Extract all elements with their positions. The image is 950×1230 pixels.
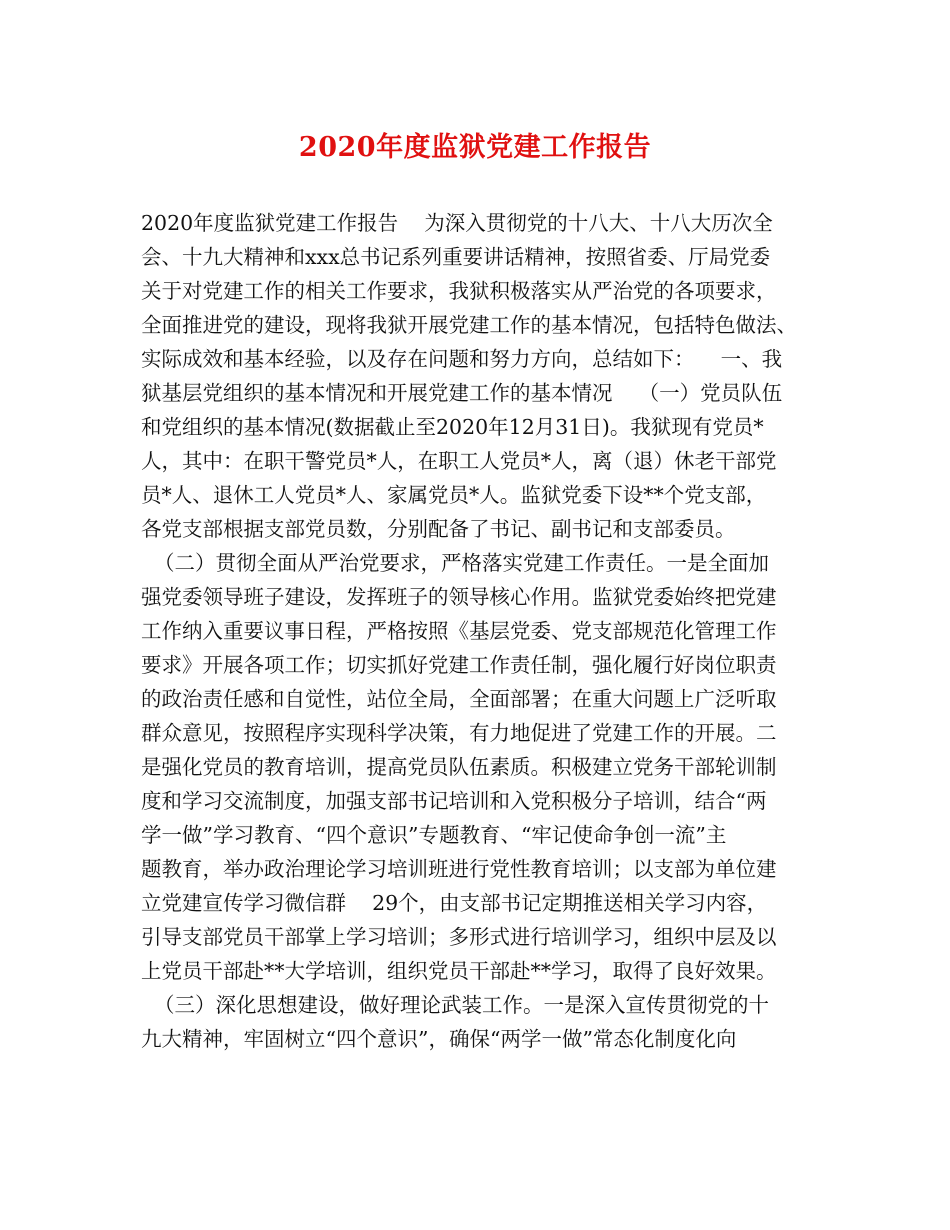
body-line-11: （二）贯彻全面从严治党要求，严格落实党建工作责任。一是全面加 (141, 551, 770, 575)
body-line-16: 群众意见，按照程序实现科学决策，有力地促进了党建工作的开展。二 (141, 721, 777, 745)
body-line-5: 实际成效和基本经验，以及存在问题和努力方向，总结如下： 一、我 (141, 347, 783, 371)
body-line-6: 狱基层党组织的基本情况和开展党建工作的基本情况 （一）党员队伍 (141, 381, 783, 405)
body-line-7: 和党组织的基本情况(数据截止至2020年12月31日)。我狱现有党员* (141, 415, 764, 439)
body-line-14: 要求》开展各项工作；切实抓好党建工作责任制，强化履行好岗位职责 (141, 653, 777, 677)
body-line-1: 2020年度监狱党建工作报告 为深入贯彻党的十八大、十八大历次全 (141, 211, 773, 235)
body-line-13: 工作纳入重要议事日程，严格按照《基层党委、党支部规范化管理工作 (141, 619, 777, 643)
body-line-2: 会、十九大精神和xxx总书记系列重要讲话精神，按照省委、厅局党委 (141, 245, 771, 269)
body-line-25: 九大精神，牢固树立“四个意识”，确保“两学一做”常态化制度化向 (141, 1027, 737, 1051)
body-line-15: 的政治责任感和自觉性，站位全局，全面部署；在重大问题上广泛听取 (141, 687, 777, 711)
body-line-19: 学一做”学习教育、“四个意识”专题教育、“牢记使命争创一流”主 (141, 823, 727, 847)
body-line-21: 立党建宣传学习微信群 29个，由支部书记定期推送相关学习内容， (141, 891, 768, 915)
body-line-4: 全面推进党的建设，现将我狱开展党建工作的基本情况，包括特色做法、 (141, 313, 797, 337)
body-line-23: 上党员干部赴**大学培训，组织党员干部赴**学习，取得了良好效果。 (141, 959, 777, 983)
body-line-18: 度和学习交流制度，加强支部书记培训和入党积极分子培训，结合“两 (141, 789, 767, 813)
body-line-24: （三）深化思想建设，做好理论武装工作。一是深入宣传贯彻党的十 (141, 993, 770, 1017)
body-line-20: 题教育，举办政治理论学习培训班进行党性教育培训；以支部为单位建 (141, 857, 777, 881)
body-line-22: 引导支部党员干部掌上学习培训；多形式进行培训学习，组织中层及以 (141, 925, 777, 949)
body-line-8: 人，其中：在职干警党员*人，在职工人党员*人，离（退）休老干部党 (141, 449, 777, 473)
body-line-3: 关于对党建工作的相关工作要求，我狱积极落实从严治党的各项要求， (141, 279, 777, 303)
document-title: 2020年度监狱党建工作报告 (298, 132, 652, 163)
body-line-17: 是强化党员的教育培训，提高党员队伍素质。积极建立党务干部轮训制 (141, 755, 777, 779)
body-line-12: 强党委领导班子建设，发挥班子的领导核心作用。监狱党委始终把党建 (141, 585, 777, 609)
body-line-9: 员*人、退休工人党员*人、家属党员*人。监狱党委下设**个党支部， (141, 483, 767, 507)
body-line-10: 各党支部根据支部党员数，分别配备了书记、副书记和支部委员。 (141, 517, 736, 541)
